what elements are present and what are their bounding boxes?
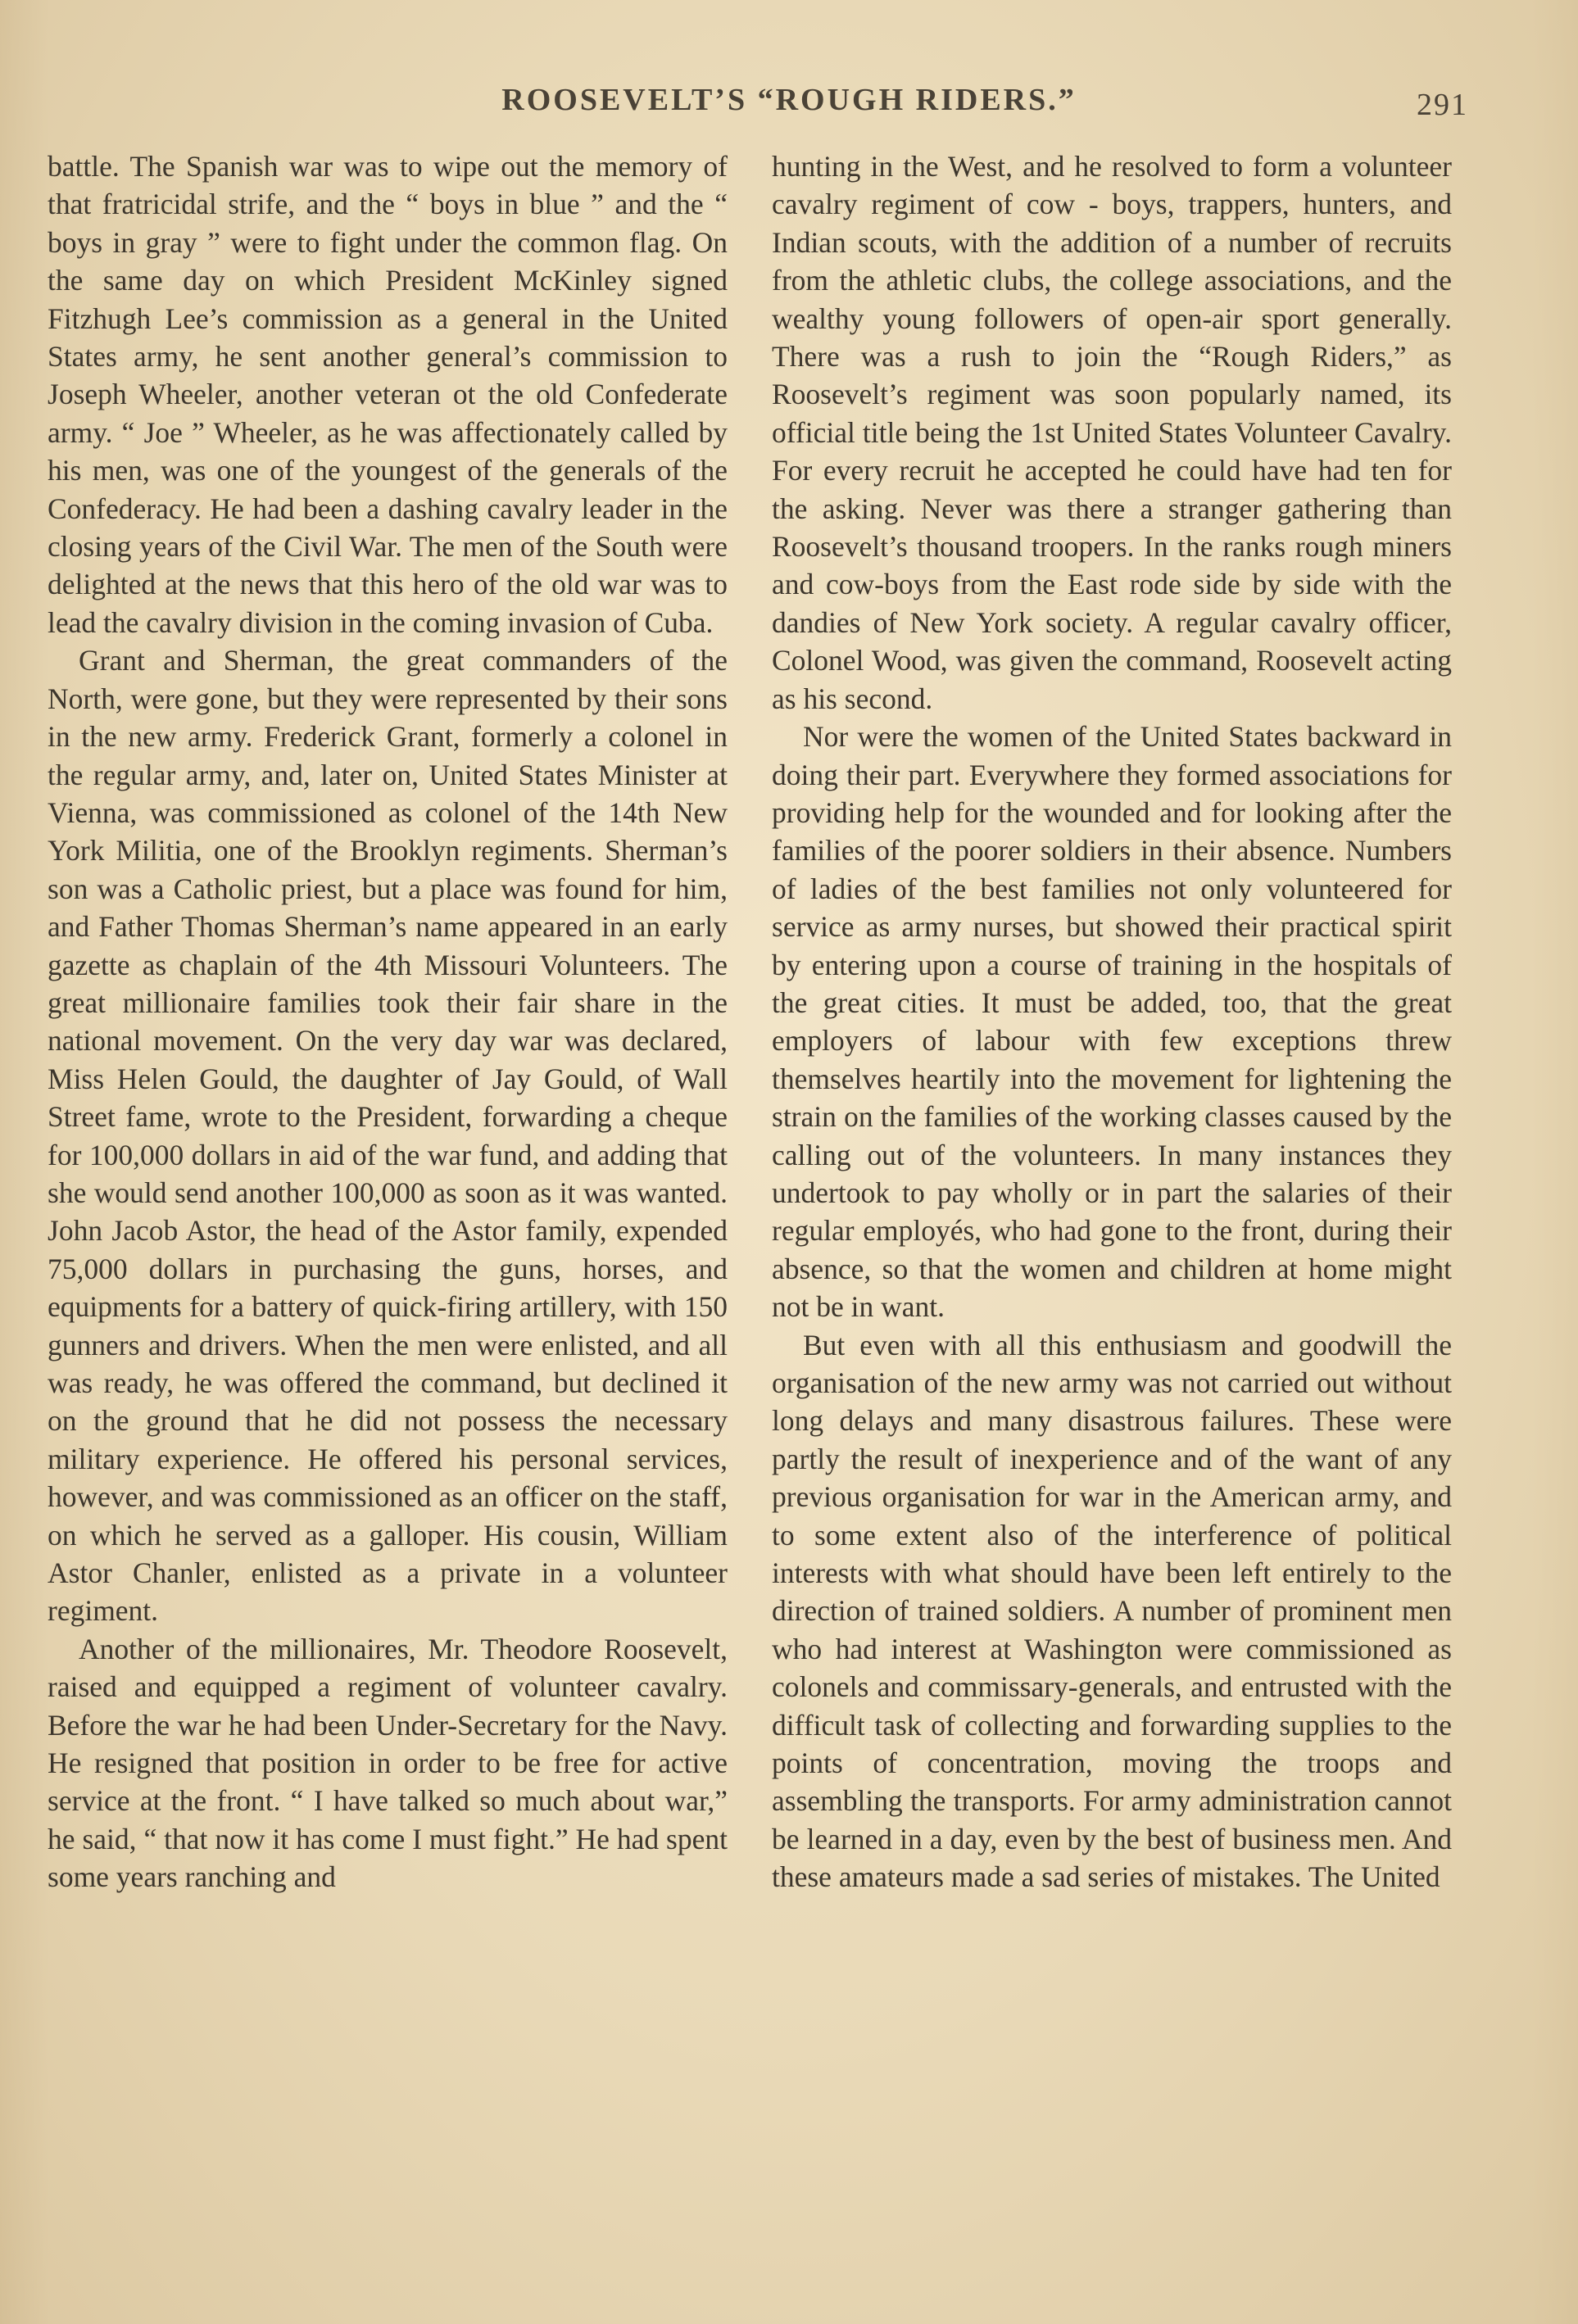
paragraph: hunting in the West, and he resolved to form a volunteer cavalry regiment of cow - boys, trappers, hunters, and Indian scouts, with the addition of a number of recruits from the athletic clubs, the college associations, and the wealthy young followers of open-air sport generally. There was a rush to join the “Rough Riders,” as Roosevelt’s regiment was soon popularly named, its official title being the 1st United States Volunteer Cavalry. For every recruit he accepted he could have had ten for the asking. Never was there a stranger gathering than Roosevelt’s thousand troopers. In the ranks rough miners and cow-boys from the East rode side by side with the dandies of New York society. A regular cavalry officer, Colonel Wood, was given the command, Roosevelt acting as his second. (772, 150, 1452, 715)
right-column (772, 147, 1452, 1896)
paragraph: But even with all this enthusiasm and goodwill the organisation of the new army was not carried out without long delays and many disastrous failures. These were partly the result of inexperience and of the want of any previous organisation for war in the American army, and to some extent also of the interference of political interests with what should have been left entirely to the direction of trained soldiers. A number of prominent men who had interest at Washington were commissioned as colonels and commissary-generals, and entrusted with the difficult task of collecting and forwarding supplies to the points of concentration, moving the troops and assembling the transports. For army administration cannot be learned in a day, even by the best of business men. And these amateurs made a sad series of mistakes. The United (772, 1328, 1452, 1894)
paragraph: Another of the millionaires, Mr. Theodore Roosevelt, raised and equipped a regiment of volunteer cavalry. Before the war he had been Under-Secretary for the Navy. He resigned that position in order to be free for active service at the front. “ I have talked so much about war,” he said, “ that now it has come I must fight.” He had spent some years ranching and (48, 1632, 728, 1894)
running-title: ROOSEVELT’S “ROUGH RIDERS.” (501, 83, 1077, 117)
page-number: 291 (1417, 88, 1468, 122)
paragraph: Grant and Sherman, the great commanders of the North, were gone, but they were represented by their sons in the new army. Frederick Grant, formerly a colonel in the regular army, and, later on, United States Minister at Vienna, was commissioned as colonel of the 14th New York Militia, one of the Brooklyn regiments. Sherman’s son was a Catholic priest, but a place was found for him, and Father Thomas Sherman’s name appeared in an early gazette as chaplain of the 4th Missouri Volunteers. The great millionaire families took their fair share in the national movement. On the very day war was declared, Miss Helen Gould, the daughter of Jay Gould, of Wall Street fame, wrote to the President, forwarding a cheque for 100,000 dollars in aid of the war fund, and adding that she would send another 100,000 as soon as it was wanted. John Jacob Astor, the head of the Astor family, expended 75,000 dollars in purchasing the guns, horses, and equipments for a battery of quick-firing artillery, with 150 gunners and drivers. When the men were enlisted, and all was ready, he was offered the command, but declined it on the ground that he did not possess the necessary military experience. He offered his personal services, however, and was commissioned as an officer on the staff, on which he served as a galloper. His cousin, William Astor Chanler, enlisted as a private in a volunteer regiment. (48, 644, 728, 1628)
page-header (0, 82, 1578, 131)
paragraph: battle. The Spanish war was to wipe out the memory of that fratricidal strife, and the “ boys in blue ” and the “ boys in gray ” were to fight under the common flag. On the same day on which President McKinley signed Fitzhugh Lee’s commission as a general in the United States army, he sent another general’s commission to Joseph Wheeler, another veteran ot the old Confederate army. “ Joe ” Wheeler, as he was affectionately called by his men, was one of the youngest of the generals of the Confederacy. He had been a dashing cavalry leader in the closing years of the Civil War. The men of the South were delighted at the news that this hero of the old war was to lead the cavalry division in the coming invasion of Cuba. (48, 150, 728, 639)
paragraph: Nor were the women of the United States backward in doing their part. Everywhere they formed associations for providing help for the wounded and for looking after the families of the poorer soldiers in their absence. Numbers of ladies of the best families not only volunteered for service as army nurses, but showed their practical spirit by entering upon a course of training in the hospitals of the great cities. It must be added, too, that the great employers of labour with few exceptions threw themselves heartily into the movement for lightening the strain on the families of the working classes caused by the calling out of the volunteers. In many instances they undertook to pay wholly or in part the salaries of their regular employés, who had gone to the front, during their absence, so that the women and children at home might not be in want. (772, 720, 1452, 1324)
left-column (48, 147, 728, 1896)
